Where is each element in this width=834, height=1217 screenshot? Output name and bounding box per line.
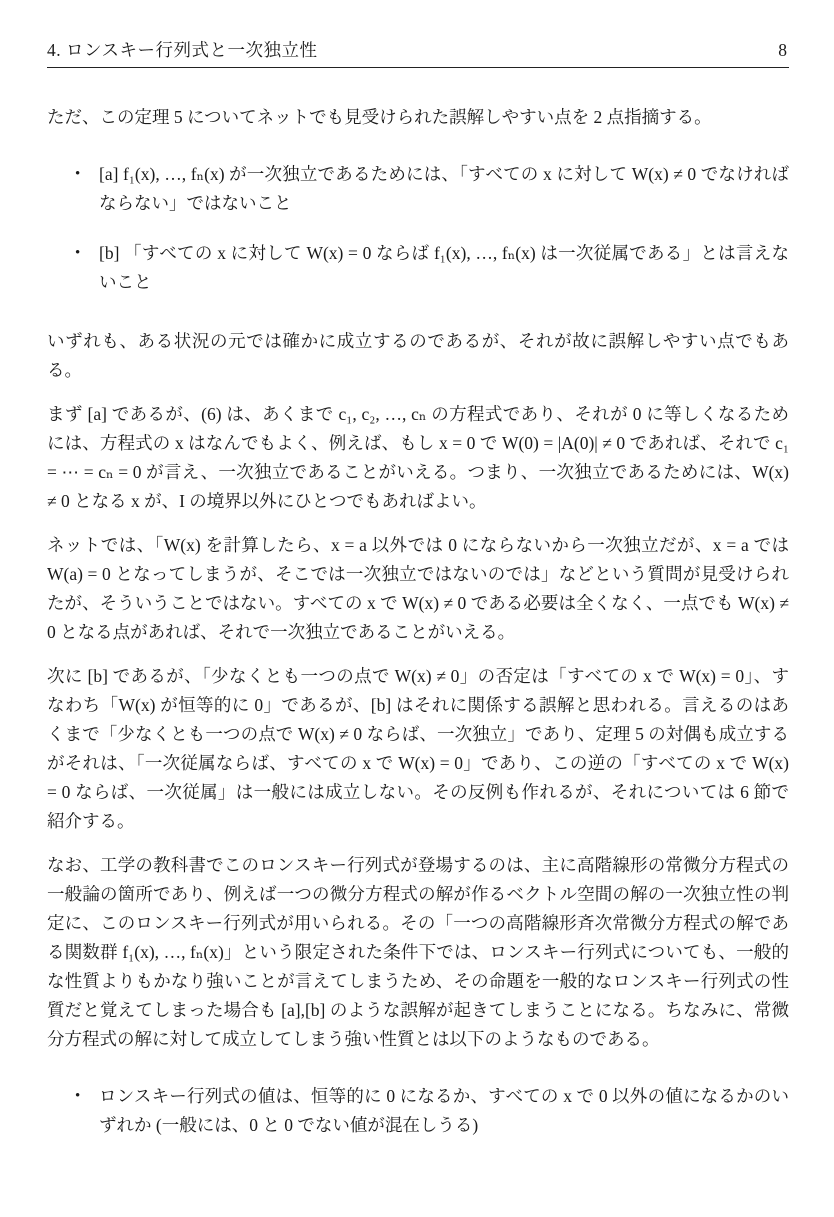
paragraph-net-question: ネットでは、「W(x) を計算したら、x = a 以外では 0 にならないから一次独立だが、x = a では W(a) = 0 となってしまうが、そこでは一次独立ではないのでは」などという質問が見受けられたが、そういうことではない。すべての x で W(x) ≠ 0 である必要は全くなく、一点でも W(x) ≠ 0 となる点があれば、それで一次独立であることがいえる。 xyxy=(47,535,789,642)
bullet-icon: • xyxy=(75,166,81,182)
paragraph-both-hold: いずれも、ある状況の元では確かに成立するのであるが、それが故に誤解しやすい点でもある。 xyxy=(47,331,789,380)
list-item-b-text: [b] 「すべての x に対して W(x) = 0 ならば f₁(x), …, fₙ(x) は一次従属である」とは言えないこと xyxy=(99,243,789,292)
list-item-a-text: [a] f₁(x), …, fₙ(x) が一次独立であるためには、「すべての x に対して W(x) ≠ 0 でなければならない」ではないこと xyxy=(99,164,789,213)
bullet-icon: • xyxy=(75,245,81,261)
list-item-b xyxy=(75,239,789,297)
paragraph-ode-textbooks: なお、工学の教科書でこのロンスキー行列式が登場するのは、主に高階線形の常微分方程式の一般論の箇所であり、例えば一つの微分方程式の解が作るベクトル空間の解の一次独立性の判定に、このロンスキー行列式が用いられる。その「一つの高階線形斉次常微分方程式の解である関数群 f₁(x), …, fₙ(x)」という限定された条件下では、ロンスキー行列式についても、一般的な性質よりもかなり強いことが言えてしまうため、その命題を一般的なロンスキー行列式の性質だと覚えてしまった場合も [a],[b] のような誤解が起きてしまうことになる。ちなみに、常微分方程式の解に対して成立してしまう強い性質とは以下のようなものである。 xyxy=(47,855,789,1049)
property-list xyxy=(47,1082,789,1140)
paragraph-about-b: 次に [b] であるが、「少なくとも一つの点で W(x) ≠ 0」の否定は「すべての x で W(x) = 0」、すなわち「W(x) が恒等的に 0」であるが、[b] はそれに関係する誤解と思われる。言えるのはあくまで「少なくとも一つの点で W(x) ≠ 0 ならば、一次独立」であり、定理 5 の対偶も成立するがそれは、「一次従属ならば、すべての x で W(x) = 0」であり、この逆の「すべての x で W(x) = 0 ならば、一次従属」は一般には成立しない。その反例も作れるが、それについては 6 節で紹介する。 xyxy=(47,666,789,831)
document-body xyxy=(47,103,789,1140)
list-item-a xyxy=(75,160,789,218)
paragraph-about-a: まず [a] であるが、(6) は、あくまで c₁, c₂, …, cₙ の方程式であり、それが 0 に等しくなるためには、方程式の x はなんでもよく、例えば、もし x = 0 で W(0) = |A(0)| ≠ 0 であれば、それで c₁ = ⋯ = cₙ = 0 が言え、一次独立であることがいえる。つまり、一次独立であるためには、W(x) ≠ 0 となる x が、I の境界以外にひとつでもあればよい。 xyxy=(47,404,789,511)
list-item-wronskian-property xyxy=(75,1082,789,1140)
list-item-wronskian-property-text: ロンスキー行列式の値は、恒等的に 0 になるか、すべての x で 0 以外の値になるかのいずれか (一般には、0 と 0 でない値が混在しうる) xyxy=(99,1086,789,1135)
paragraph-intro: ただ、この定理 5 についてネットでも見受けられた誤解しやすい点を 2 点指摘する。 xyxy=(47,107,712,127)
page-number: 8 xyxy=(778,40,787,60)
section-title: 4. ロンスキー行列式と一次独立性 xyxy=(47,40,318,60)
misconception-list xyxy=(47,160,789,297)
running-header xyxy=(47,38,789,68)
bullet-icon: • xyxy=(75,1088,81,1104)
